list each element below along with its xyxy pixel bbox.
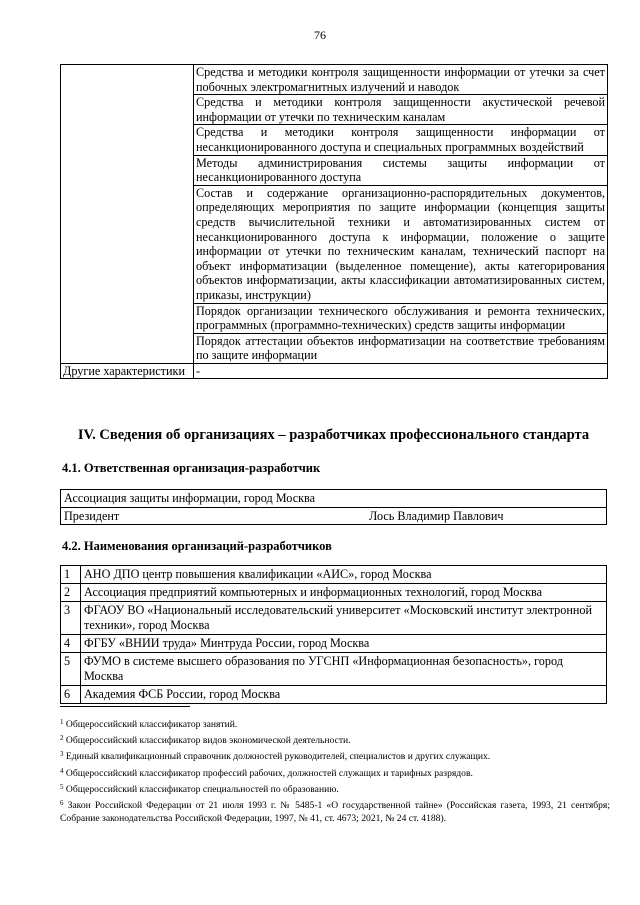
knowledge-item: Методы администрирования системы защиты информации от несанкционированного доступа xyxy=(194,155,608,185)
table-row xyxy=(61,507,607,525)
footnote xyxy=(60,765,610,781)
knowledge-table xyxy=(60,64,608,379)
table-row xyxy=(61,584,607,602)
footnote xyxy=(60,732,610,748)
knowledge-item: Порядок организации технического обслуживания и ремонта технических, программных (программно-технических) средств защиты информации xyxy=(194,303,608,333)
footnote-text: Общероссийский классификатор специальностей по образованию. xyxy=(63,783,339,795)
footnote-marker: 3 xyxy=(60,750,64,759)
knowledge-item: Порядок аттестации объектов информатизации на соответствие требованиям по защите информации xyxy=(194,333,608,363)
row-number: 4 xyxy=(61,635,81,653)
footnote xyxy=(60,748,610,764)
row-number: 3 xyxy=(61,602,81,635)
table-row xyxy=(61,490,607,508)
footnote-marker: 4 xyxy=(60,766,64,775)
developer-orgs-table xyxy=(60,565,607,704)
table-row xyxy=(61,635,607,653)
table-row xyxy=(61,65,608,95)
org-name: Академия ФСБ России, город Москва xyxy=(81,686,607,704)
row-number: 2 xyxy=(61,584,81,602)
org-name: Ассоциация предприятий компьютерных и информационных технологий, город Москва xyxy=(81,584,607,602)
table-row xyxy=(61,363,608,379)
knowledge-item: Средства и методики контроля защищенности информации от утечки за счет побочных электромагнитных излучений и наводок xyxy=(194,65,608,95)
head-cell xyxy=(61,507,607,525)
row-number: 5 xyxy=(61,653,81,686)
page-number: 76 xyxy=(314,28,326,42)
footnote-text: Общероссийский классификатор профессий рабочих, должностей служащих и тарифных разрядов. xyxy=(63,767,473,779)
responsible-org-heading: 4.1. Ответственная организация-разработчик xyxy=(62,461,321,475)
knowledge-item: Средства и методики контроля защищенности информации от несанкционированного доступа и специальных программных воздействий xyxy=(194,125,608,155)
footnote xyxy=(60,781,610,797)
row-number: 1 xyxy=(61,566,81,584)
footnote-text: Общероссийский классификатор занятий. xyxy=(63,719,238,730)
table-row xyxy=(61,653,607,686)
org-name: АНО ДПО центр повышения квалификации «АИС», город Москва xyxy=(81,566,607,584)
footnote-marker: 1 xyxy=(60,718,64,726)
other-characteristics-label: Другие характеристики xyxy=(61,363,194,379)
responsible-org-name: Ассоциация защиты информации, город Москва xyxy=(61,490,607,508)
developer-orgs-heading: 4.2. Наименования организаций-разработчиков xyxy=(62,539,332,553)
table-row xyxy=(61,686,607,704)
table-row xyxy=(61,566,607,584)
org-name: ФУМО в системе высшего образования по УГСНП «Информационная безопасность», город Москва xyxy=(81,653,607,686)
footnote-text: Единый квалификационный справочник должностей руководителей, специалистов и других служащих. xyxy=(63,751,491,763)
footnote-marker: 6 xyxy=(60,798,64,807)
table-row xyxy=(61,602,607,635)
row-number: 6 xyxy=(61,686,81,704)
other-characteristics-value: - xyxy=(194,363,608,379)
responsible-org-table xyxy=(60,489,607,525)
empty-label-cell xyxy=(61,65,194,364)
footnote xyxy=(60,797,610,825)
knowledge-item: Средства и методики контроля защищенности акустической речевой информации от утечки по техническим каналам xyxy=(194,95,608,125)
footnote-divider xyxy=(60,706,190,707)
footnotes xyxy=(60,716,610,826)
footnote xyxy=(60,716,610,732)
head-person: Лось Владимир Павлович xyxy=(369,508,504,523)
knowledge-item: Состав и содержание организационно-распорядительных документов, определяющих мероприятия по защите информации (концепция защиты средств вычислительной техники и автоматизированных систем от несанкционированного доступа к информации, положение о защите информации от утечки по техническим каналам, технический паспорт на объект информатизации (выделенное помещение), акты категорирования объектов информатизации, акты классификации автоматизированных систем, приказы, инструкции) xyxy=(194,185,608,303)
section-title: IV. Сведения об организациях – разработчиках профессионального стандарта xyxy=(77,427,590,443)
footnote-text: Закон Российской Федерации от 21 июля 1993 г. № 5485-1 «О государственной тайне» (Российская газета, 1993, 21 сентября; Собрание законодательства Российской Федерации, 1997, № 41, ст. 4673; 2021, № 24 ст. 4188). xyxy=(60,799,610,824)
org-name: ФГАОУ ВО «Национальный исследовательский университет «Московский институт электронной техники», город Москва xyxy=(81,602,607,635)
footnote-text: Общероссийский классификатор видов экономической деятельности. xyxy=(63,735,351,747)
org-name: ФГБУ «ВНИИ труда» Минтруда России, город Москва xyxy=(81,635,607,653)
footnote-marker: 2 xyxy=(60,734,64,743)
head-position: Президент xyxy=(64,508,120,523)
footnote-marker: 5 xyxy=(60,782,64,791)
